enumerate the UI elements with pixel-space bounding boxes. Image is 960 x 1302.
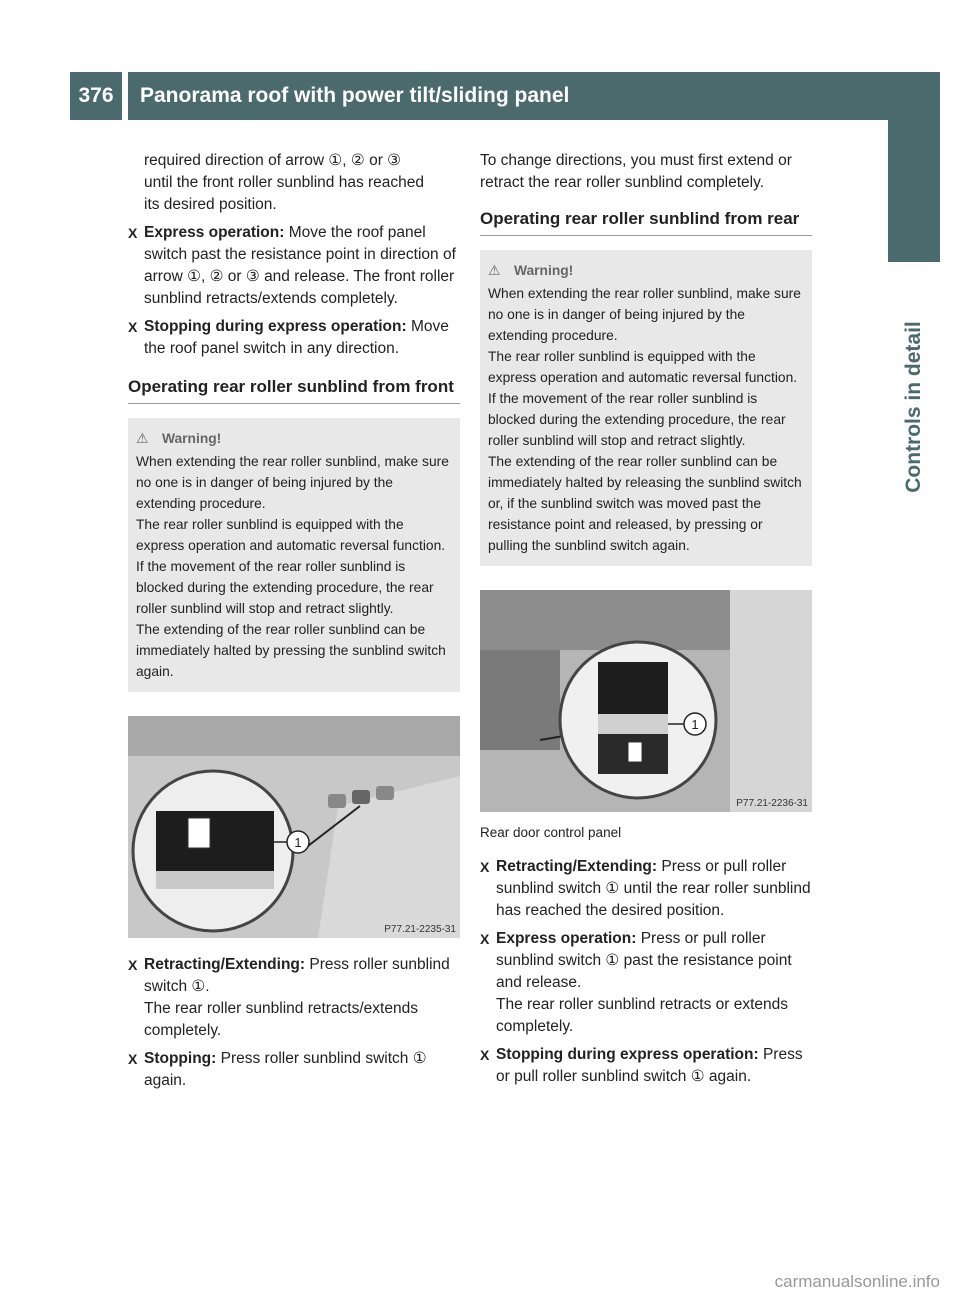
warning-icon: ⚠ <box>136 430 149 446</box>
figure-code: P77.21-2236-31 <box>736 798 808 809</box>
intro-line-2: until the front roller sunblind has reached <box>144 174 425 191</box>
page-number: 376 <box>70 72 122 120</box>
figure-code: P77.21-2235-31 <box>384 924 456 935</box>
figure-rear-door-panel <box>480 590 812 812</box>
warning-box <box>128 418 460 692</box>
step-text: Press or pull roller sunblind switch ① until the rear roller sunblind has reached the desired position. <box>496 858 811 919</box>
warning-title: Warning! <box>514 263 574 278</box>
warning-title: Warning! <box>162 431 222 446</box>
right-column <box>480 150 812 1088</box>
step-text: Press or pull roller sunblind switch ① past the resistance point and release. The rear roller sunblind retracts or extends completely. <box>496 930 792 1035</box>
step-marker-icon: X <box>128 957 138 973</box>
warning-text: When extending the rear roller sunblind, make sure no one is in danger of being injured by the extending procedure. The rear roller sunblind is equipped with the express operation and automatic reversal function. If the movement of the rear roller sunblind is blocked during the extending procedure, the rear roller sunblind will stop and retract slightly. The extending of the rear roller sunblind can be immediately halted by pressing the sunblind switch again. <box>136 454 449 679</box>
step-stopping-express <box>128 316 460 360</box>
figure-front-sunblind-switch <box>128 716 460 938</box>
intro-text: To change directions, you must first extend or retract the rear roller sunblind completely. <box>480 152 792 191</box>
step-label: Retracting/Extending: <box>496 858 658 875</box>
intro-line-3: its desired position. <box>144 196 277 213</box>
figure-front-illustration <box>128 716 460 938</box>
step-stopping-express <box>480 1044 812 1088</box>
side-tab-label: Controls in detail <box>902 321 925 493</box>
step-express-operation <box>480 928 812 1038</box>
warning-box <box>480 250 812 566</box>
left-column <box>128 150 460 1092</box>
step-label: Stopping during express operation: <box>496 1046 759 1063</box>
warning-icon: ⚠ <box>488 262 501 278</box>
figure-callout: 1 <box>294 835 302 850</box>
step-text: Press roller sunblind switch ① again. <box>144 1050 427 1089</box>
section-heading: Operating rear roller sunblind from front <box>128 376 460 404</box>
step-marker-icon: X <box>128 1051 138 1067</box>
step-text: Press roller sunblind switch ①. The rear roller sunblind retracts/extends completely. <box>144 956 450 1039</box>
step-label: Retracting/Extending: <box>144 956 306 973</box>
intro-line-1: required direction of arrow ①, ② or ③ <box>144 152 402 169</box>
figure-rear-illustration <box>480 590 812 812</box>
step-text: Move the roof panel switch past the resistance point in direction of arrow ①, ② or ③ and release. The front roller sunblind retracts/extends completely. <box>144 224 456 307</box>
step-text: Press or pull roller sunblind switch ① again. <box>496 1046 803 1085</box>
section-heading: Operating rear roller sunblind from rear <box>480 208 812 236</box>
step-marker-icon: X <box>480 1047 490 1063</box>
step-marker-icon: X <box>480 859 490 875</box>
figure-caption: Rear door control panel <box>480 825 622 840</box>
step-marker-icon: X <box>128 319 138 335</box>
figure-callout: 1 <box>691 717 699 732</box>
step-text: Move the roof panel switch in any direction. <box>144 318 449 357</box>
side-tab <box>888 262 940 552</box>
side-tab-block <box>888 72 940 262</box>
footer-watermark: carmanualsonline.info <box>774 1272 940 1291</box>
step-retracting-extending <box>128 954 460 1042</box>
step-label: Express operation: <box>496 930 637 947</box>
step-marker-icon: X <box>480 931 490 947</box>
step-express-operation <box>128 222 460 310</box>
page-title: Panorama roof with power tilt/sliding panel <box>128 72 888 120</box>
step-stopping <box>128 1048 460 1092</box>
step-marker-icon: X <box>128 225 138 241</box>
step-label: Stopping: <box>144 1050 217 1067</box>
step-label: Express operation: <box>144 224 285 241</box>
step-retracting-extending <box>480 856 812 922</box>
step-label: Stopping during express operation: <box>144 318 407 335</box>
warning-text: When extending the rear roller sunblind, make sure no one is in danger of being injured by the extending procedure. The rear roller sunblind is equipped with the express operation and automatic reversal function. If the movement of the rear roller sunblind is blocked during the extending procedure, the rear roller sunblind will stop and retract slightly. The extending of the rear roller sunblind can be immediately halted by releasing the sunblind switch or, if the sunblind switch was moved past the resistance point and released, by pressing or pulling the sunblind switch again. <box>488 286 802 553</box>
